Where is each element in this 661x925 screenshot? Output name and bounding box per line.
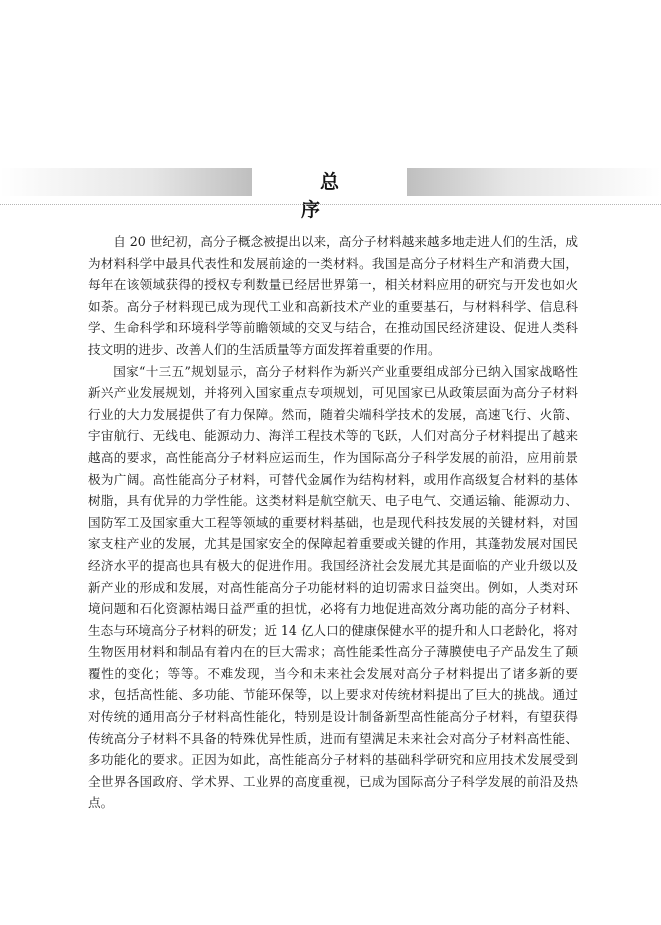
section-title-band xyxy=(0,168,661,221)
body-text xyxy=(88,231,578,814)
title-gradient-left xyxy=(0,168,252,196)
page-title: 总 序 xyxy=(300,171,377,221)
paragraph-2: 国家“十三五”规划显示，高分子材料作为新兴产业重要组成部分已纳入国家战略性新兴产业发展规划，并将列入国家重点专项规划，可见国家已从政策层面为高分子材料行业的大力发展提供了有力保障。然而，随着尖端科学技术的发展，高速飞行、火箭、宇宙航行、无线电、能源动力、海洋工程技术等的飞跃，人们对高分子材料提出了越来越高的要求，高性能高分子材料应运而生，作为国际高分子科学发展的前沿，应用前景极为广阔。高性能高分子材料，可替代金属作为结构材料，或用作高级复合材料的基体树脂，具有优异的力学性能。这类材料是航空航天、电子电气、交通运输、能源动力、国防军工及国家重大工程等领域的重要材料基础，也是现代科技发展的关键材料，对国家支柱产业的发展，尤其是国家安全的保障起着重要或关键的作用，其蓬勃发展对国民经济水平的提高也具有极大的促进作用。我国经济社会发展尤其是面临的产业升级以及新产业的形成和发展，对高性能高分子功能材料的迫切需求日益突出。例如，人类对环境问题和石化资源枯竭日益严重的担忧，必将有力地促进高效分离功能的高分子材料、生态与环境高分子材料的研发；近 14 亿人口的健康保健水平的提升和人口老龄化，将对生物医用材料和制品有着内在的巨大需求；高性能柔性高分子薄膜使电子产品发生了颠覆性的变化；等等。不难发现，当今和未来社会发展对高分子材料提出了诸多新的要求，包括高性能、多功能、节能环保等，以上要求对传统材料提出了巨大的挑战。通过对传统的通用高分子材料高性能化，特别是设计制备新型高性能高分子材料，有望获得传统高分子材料不具备的特殊优异性质，进而有望满足未来社会对高分子材料高性能、多功能化的要求。正因为如此，高性能高分子材料的基础科学研究和应用技术发展受到全世界各国政府、学术界、工业界的高度重视，已成为国际高分子科学发展的前沿及热点。 xyxy=(88,363,579,811)
title-gradient-right xyxy=(407,168,661,196)
dotted-divider xyxy=(0,204,661,205)
paragraph-1: 自 20 世纪初，高分子概念被提出以来，高分子材料越来越多地走进人们的生活，成为材料科学中最具代表性和发展前途的一类材料。我国是高分子材料生产和消费大国，每年在该领域获得的授权专利数量已经居世界第一，相关材料应用的研究与开发也如火如荼。高分子材料现已成为现代工业和高新技术产业的重要基石，与材料科学、信息科学、生命科学和环境科学等前瞻领域的交叉与结合，在推动国民经济建设、促进人类科技文明的进步、改善人们的生活质量等方面发挥着重要的作用。 xyxy=(88,234,579,357)
